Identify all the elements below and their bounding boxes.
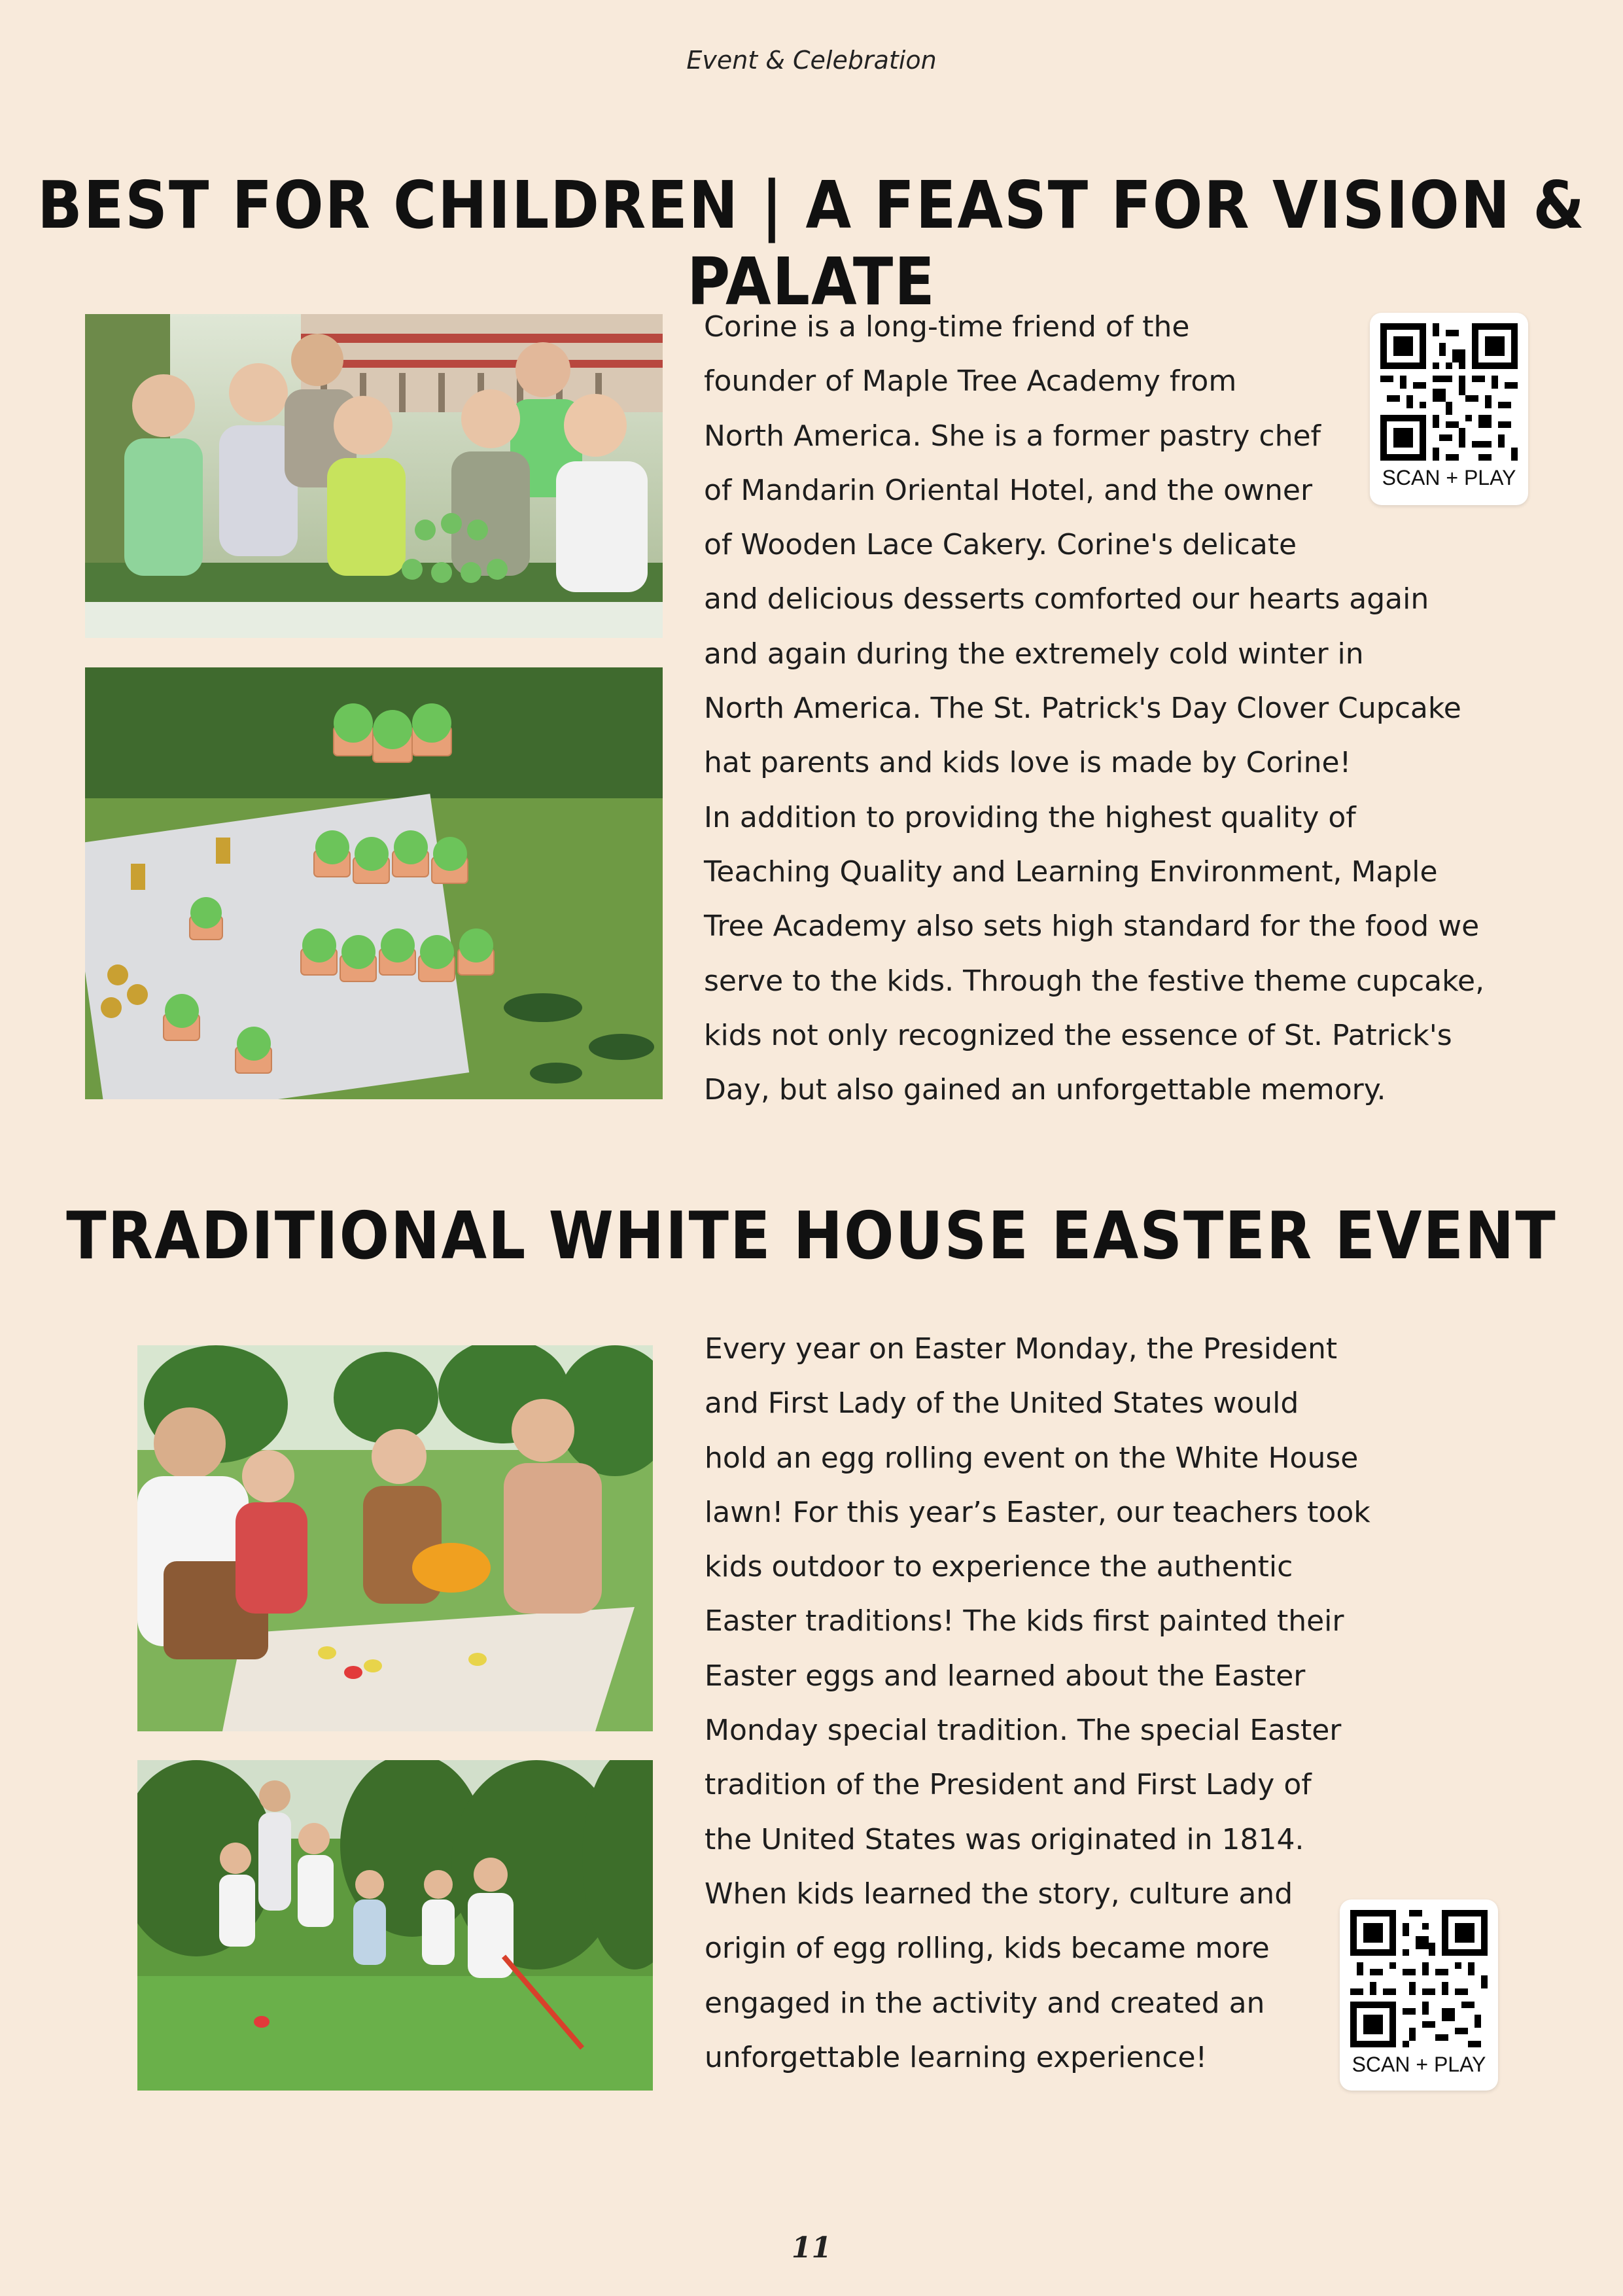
page-number: 11 [791, 2231, 832, 2265]
body-line: Day, but also gained an unforgettable memory. [704, 1073, 1386, 1107]
section2-body [705, 1322, 1391, 2085]
qr-code-icon [1380, 323, 1518, 461]
body-line: hold an egg rolling event on the White House [705, 1441, 1359, 1475]
body-line: founder of Maple Tree Academy from [704, 364, 1237, 398]
body-line: Every year on Easter Monday, the President [705, 1332, 1338, 1366]
body-line: of Mandarin Oriental Hotel, and the owner [704, 473, 1313, 507]
body-line: the United States was originated in 1814. [705, 1822, 1304, 1856]
body-line: and again during the extremely cold winter in [704, 637, 1364, 671]
body-line: kids not only recognized the essence of St. Patrick's [704, 1018, 1452, 1052]
body-line: origin of egg rolling, kids became more [705, 1932, 1270, 1966]
body-line: North America. The St. Patrick's Day Clover Cupcake [704, 692, 1461, 726]
body-line: Tree Academy also sets high standard for the food we [704, 910, 1480, 944]
photo-clover-cupcake-stand [85, 667, 663, 1099]
section-title-feast: BEST FOR CHILDREN | A FEAST FOR VISION & PALATE [37, 167, 1586, 320]
body-line: serve to the kids. Through the festive theme cupcake, [704, 964, 1485, 998]
body-line: kids outdoor to experience the authentic [705, 1550, 1293, 1584]
section-label: Event & Celebration [686, 46, 937, 75]
body-line: When kids learned the story, culture and [705, 1877, 1293, 1911]
body-line: Teaching Quality and Learning Environment, Maple [704, 855, 1438, 889]
body-line: Corine is a long-time friend of the [704, 310, 1190, 344]
body-line: unforgettable learning experience! [705, 2040, 1208, 2074]
qr-label: SCAN + PLAY [1382, 466, 1516, 489]
photo-egg-rolling [137, 1760, 653, 2091]
qr-code-card[interactable] [1340, 1899, 1498, 2091]
photo-kids-with-cupcakes [85, 314, 663, 638]
body-line: engaged in the activity and created an [705, 1986, 1265, 2020]
body-line: North America. She is a former pastry chef [704, 419, 1321, 453]
qr-label: SCAN + PLAY [1352, 2053, 1486, 2076]
section-title-easter: TRADITIONAL WHITE HOUSE EASTER EVENT [66, 1197, 1557, 1274]
body-line: lawn! For this year’s Easter, our teachers took [705, 1495, 1370, 1529]
body-line: Easter traditions! The kids first painted their [705, 1604, 1344, 1638]
qr-code-icon [1350, 1910, 1488, 2047]
body-line: and delicious desserts comforted our hearts again [704, 582, 1429, 616]
body-line: Monday special tradition. The special Easter [705, 1714, 1342, 1748]
body-line: In addition to providing the highest quality of [704, 800, 1356, 834]
qr-code-card[interactable] [1370, 313, 1528, 505]
photo-kids-painting-eggs [137, 1345, 653, 1731]
body-line: tradition of the President and First Lady of [705, 1768, 1312, 1802]
body-line: and First Lady of the United States would [705, 1386, 1299, 1421]
body-line: hat parents and kids love is made by Corine! [704, 746, 1352, 780]
body-line: of Wooden Lace Cakery. Corine's delicate [704, 528, 1297, 562]
body-line: Easter eggs and learned about the Easter [705, 1659, 1306, 1693]
